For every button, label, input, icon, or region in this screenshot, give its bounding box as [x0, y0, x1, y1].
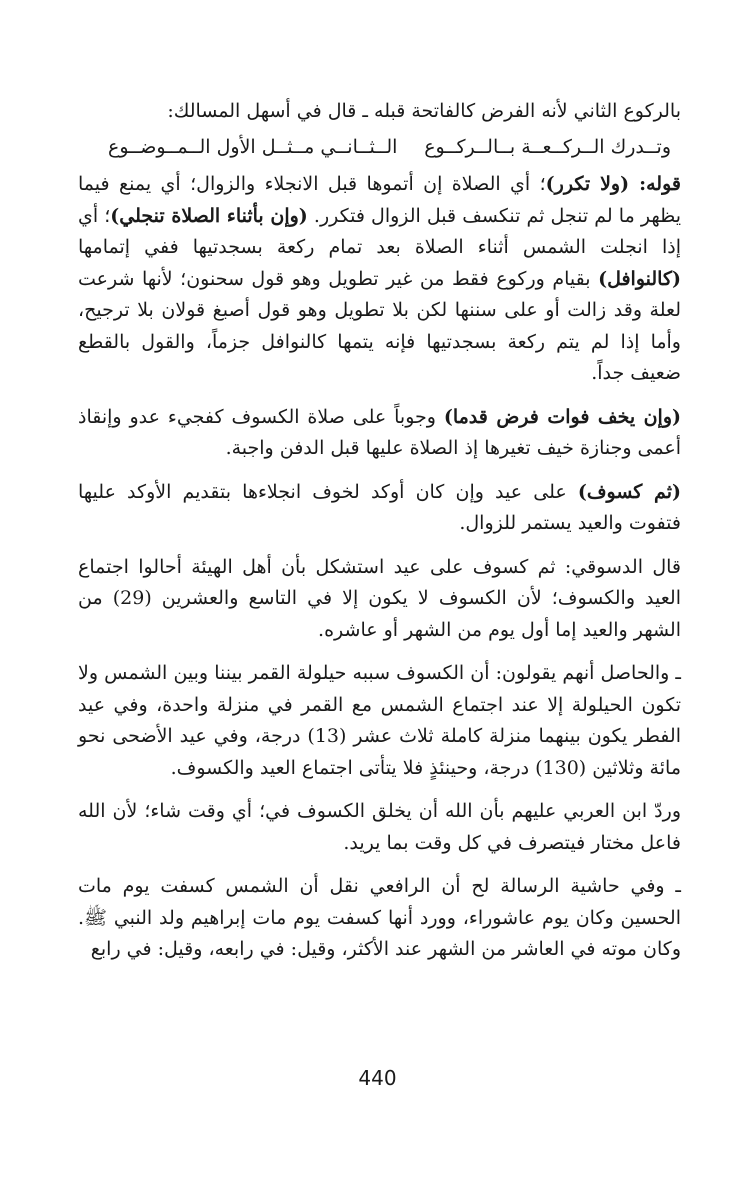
bold-term: (ثم كسوف) — [577, 480, 681, 503]
bold-term: قوله: — [629, 173, 681, 195]
paragraph-text: ؛ أي الصلاة إن أتموها قبل الانجلاء والزوال؛ أي يمنع فيما يظهر ما لم تنجل ثم تنكسف قبل الزوال فتكرر. — [78, 173, 681, 227]
paragraph-text: على عيد وإن كان أوكد لخوف انجلاءها بتقديم الأوكد عليها فتفوت والعيد يستمر للزوال. — [78, 480, 681, 534]
paragraph-text: ـ وفي حاشية الرسالة لح أن الرافعي نقل أن الشمس كسفت يوم مات الحسين وكان يوم عاشوراء، وورد أنها كسفت يوم مات إبراهيم ولد النبي ﷺ. وكان موته في العاشر من الشهر عند الأكثر، وقيل: في رابعه، وقيل: في رابع — [78, 875, 681, 960]
verse-second-hemistich: الــثــانــي مــثــل الأول الــمــوضــوع — [108, 135, 398, 158]
paragraph — [78, 402, 681, 465]
paragraph-text: قال الدسوقي: ثم كسوف على عيد استشكل بأن أهل الهيئة أحالوا اجتماع العيد والكسوف؛ لأن الكسوف لا يكون إلا في التاسع والعشرين (29) من الشهر والعيد إما أول يوم من الشهر أو عاشره. — [78, 555, 681, 641]
paragraph — [78, 169, 681, 390]
verse-first-hemistich: وتــدرك الــركــعــة بــالــركــوع — [424, 135, 671, 158]
paragraph — [78, 477, 681, 540]
paragraph — [78, 871, 681, 966]
paragraph-text: ؛ أي إذا انجلت الشمس أثناء الصلاة بعد تمام ركعة بسجدتيها ففي إتمامها — [78, 204, 681, 258]
paragraph-text: ـ والحاصل أنهم يقولون: أن الكسوف سببه حيلولة القمر بيننا وبين الشمس ولا تكون الحيلولة إلا عند اجتماع الشمس مع القمر في منزلة واحدة، وفي عيد الفطر يكون بينهما منزلة كاملة ثلاث عشر (13) درجة، وفي عيد الأضحى نحو مائة وثلاثين (130) درجة، وحينئذٍ فلا يتأتى اجتماع العيد والكسوف. — [78, 662, 681, 779]
paragraph-text: بقيام وركوع فقط من غير تطويل وهو قول سحنون؛ لأنها شرعت لعلة وقد زالت أو على سننها لكن بلا تطويل وهو قول أصبغ قولان بلا ترجيح، وأما إذا لم يتم ركعة بسجدتيها فإنه يتمها كالنوافل جزماً، والقول بالقطع ضعيف جداً. — [78, 267, 681, 384]
page-number: 440 — [358, 1066, 397, 1090]
poetry-verse — [78, 132, 681, 164]
bold-term: (ولا تكرر) — [545, 173, 630, 195]
paragraph — [78, 552, 681, 647]
paragraph-text: وجوباً على صلاة الكسوف كفجيء عدو وإنقاذ أعمى وجنازة خيف تغيرها إذ الصلاة عليها قبل الدفن واجبة. — [78, 405, 681, 459]
paragraphs — [78, 169, 681, 966]
paragraph — [78, 796, 681, 859]
bold-term: (كالنوافل) — [598, 267, 681, 290]
paragraph — [78, 658, 681, 784]
paragraph-text: وردّ ابن العربي عليهم بأن الله أن يخلق الكسوف في؛ أي وقت شاء؛ لأن الله فاعل مختار فيتصرف في كل وقت بما يريد. — [78, 800, 681, 854]
body-text — [78, 96, 681, 978]
bold-term: (وإن يخف فوات فرض قدما) — [443, 405, 681, 428]
bold-term: (وإن بأثناء الصلاة تنجلي) — [110, 204, 308, 227]
intro-line: بالركوع الثاني لأنه الفرض كالفاتحة قبله ـ قال في أسهل المسالك: — [167, 100, 681, 122]
